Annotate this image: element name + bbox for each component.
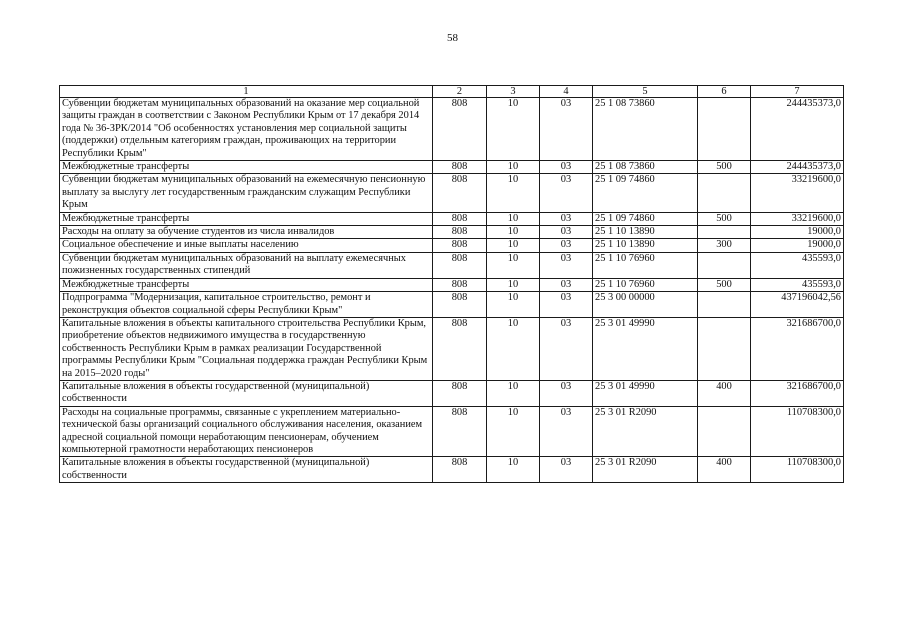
row-code-5-cell: 25 3 01 R2090: [593, 406, 698, 457]
row-code-3-cell: 10: [487, 174, 540, 212]
row-code-4-cell: 03: [540, 252, 593, 278]
row-amount-cell: 244435373,0: [751, 161, 844, 174]
row-code-6-cell: [698, 406, 751, 457]
row-code-3-cell: 10: [487, 212, 540, 225]
row-name-cell: Расходы на оплату за обучение студентов из числа инвалидов: [60, 226, 433, 239]
row-code-4-cell: 03: [540, 380, 593, 406]
table-row: [60, 380, 844, 406]
row-code-3-cell: 10: [487, 226, 540, 239]
column-header: 2: [433, 86, 487, 98]
row-code-3-cell: 10: [487, 317, 540, 380]
row-name-cell: Межбюджетные трансферты: [60, 212, 433, 225]
row-code-4-cell: 03: [540, 239, 593, 252]
row-code-3-cell: 10: [487, 278, 540, 291]
table-row: [60, 161, 844, 174]
row-code-4-cell: 03: [540, 226, 593, 239]
row-code-5-cell: 25 1 10 76960: [593, 252, 698, 278]
row-name-cell: Расходы на социальные программы, связанные с укреплением материально-технической базы организаций социального обслуживания населения, оказанием адресной социальной помощи неработающим пенсионерам, обучением компьютерной грамотности неработающих пенсионеров: [60, 406, 433, 457]
column-header: 6: [698, 86, 751, 98]
row-amount-cell: 435593,0: [751, 252, 844, 278]
row-code-6-cell: [698, 317, 751, 380]
row-code-4-cell: 03: [540, 292, 593, 318]
table-row: [60, 252, 844, 278]
row-amount-cell: 244435373,0: [751, 98, 844, 161]
row-amount-cell: 435593,0: [751, 278, 844, 291]
row-code-3-cell: 10: [487, 98, 540, 161]
row-code-2-cell: 808: [433, 226, 487, 239]
row-code-5-cell: 25 3 01 49990: [593, 380, 698, 406]
row-name-cell: Капитальные вложения в объекты государственной (муниципальной) собственности: [60, 380, 433, 406]
column-header: 5: [593, 86, 698, 98]
row-code-4-cell: 03: [540, 457, 593, 483]
header-row: [60, 86, 844, 98]
row-amount-cell: 321686700,0: [751, 317, 844, 380]
row-code-6-cell: 300: [698, 239, 751, 252]
row-code-6-cell: [698, 292, 751, 318]
row-code-3-cell: 10: [487, 239, 540, 252]
row-amount-cell: 437196042,56: [751, 292, 844, 318]
row-name-cell: Субвенции бюджетам муниципальных образований на ежемесячную пенсионную выплату за выслугу лет государственным гражданским служащим Республики Крым: [60, 174, 433, 212]
row-name-cell: Капитальные вложения в объекты капитального строительства Республики Крым, приобретение объектов недвижимого имущества в государственную собственность Республики Крым в рамках реализации Государственной программы Республики Крым "Социальная поддержка граждан Республики Крым на 2015–2020 годы": [60, 317, 433, 380]
row-code-4-cell: 03: [540, 174, 593, 212]
table-row: [60, 239, 844, 252]
row-code-4-cell: 03: [540, 278, 593, 291]
row-code-3-cell: 10: [487, 161, 540, 174]
row-code-5-cell: 25 3 01 49990: [593, 317, 698, 380]
row-code-2-cell: 808: [433, 98, 487, 161]
row-amount-cell: 33219600,0: [751, 174, 844, 212]
row-code-6-cell: [698, 226, 751, 239]
row-amount-cell: 110708300,0: [751, 457, 844, 483]
row-code-3-cell: 10: [487, 252, 540, 278]
row-name-cell: Подпрограмма "Модернизация, капитальное строительство, ремонт и реконструкция объектов социальной сферы Республики Крым": [60, 292, 433, 318]
row-code-5-cell: 25 1 08 73860: [593, 98, 698, 161]
row-code-4-cell: 03: [540, 98, 593, 161]
row-code-6-cell: 500: [698, 278, 751, 291]
row-code-5-cell: 25 1 10 13890: [593, 226, 698, 239]
table-row: [60, 317, 844, 380]
row-code-5-cell: 25 1 10 76960: [593, 278, 698, 291]
row-code-2-cell: 808: [433, 406, 487, 457]
row-code-4-cell: 03: [540, 317, 593, 380]
row-code-3-cell: 10: [487, 380, 540, 406]
row-code-5-cell: 25 1 09 74860: [593, 174, 698, 212]
row-name-cell: Социальное обеспечение и иные выплаты населению: [60, 239, 433, 252]
row-code-6-cell: 500: [698, 161, 751, 174]
row-code-5-cell: 25 1 08 73860: [593, 161, 698, 174]
row-code-2-cell: 808: [433, 457, 487, 483]
budget-table: [59, 85, 844, 483]
table-row: [60, 457, 844, 483]
row-code-4-cell: 03: [540, 406, 593, 457]
table-row: [60, 278, 844, 291]
row-name-cell: Межбюджетные трансферты: [60, 278, 433, 291]
row-code-3-cell: 10: [487, 457, 540, 483]
row-name-cell: Межбюджетные трансферты: [60, 161, 433, 174]
row-code-2-cell: 808: [433, 317, 487, 380]
row-amount-cell: 110708300,0: [751, 406, 844, 457]
row-code-5-cell: 25 3 01 R2090: [593, 457, 698, 483]
row-code-4-cell: 03: [540, 161, 593, 174]
row-code-6-cell: [698, 98, 751, 161]
row-amount-cell: 33219600,0: [751, 212, 844, 225]
table-row: [60, 212, 844, 225]
row-code-2-cell: 808: [433, 161, 487, 174]
row-code-3-cell: 10: [487, 406, 540, 457]
table-row: [60, 226, 844, 239]
row-code-6-cell: 500: [698, 212, 751, 225]
column-header: 4: [540, 86, 593, 98]
row-name-cell: Субвенции бюджетам муниципальных образований на оказание мер социальной защиты граждан в соответствии с Законом Республики Крым от 17 декабря 2014 года № 36-ЗРК/2014 "Об особенностях установления мер социальной защиты (поддержки) отдельным категориям граждан, проживающих на территории Республики Крым": [60, 98, 433, 161]
column-header: 1: [60, 86, 433, 98]
row-code-2-cell: 808: [433, 292, 487, 318]
row-name-cell: Субвенции бюджетам муниципальных образований на выплату ежемесячных пожизненных государственных стипендий: [60, 252, 433, 278]
row-code-2-cell: 808: [433, 212, 487, 225]
row-code-4-cell: 03: [540, 212, 593, 225]
row-code-5-cell: 25 1 09 74860: [593, 212, 698, 225]
row-code-2-cell: 808: [433, 278, 487, 291]
table-row: [60, 406, 844, 457]
table-row: [60, 98, 844, 161]
row-code-2-cell: 808: [433, 239, 487, 252]
column-header: 7: [751, 86, 844, 98]
table-row: [60, 292, 844, 318]
row-code-6-cell: [698, 174, 751, 212]
row-code-2-cell: 808: [433, 380, 487, 406]
row-amount-cell: 19000,0: [751, 239, 844, 252]
row-amount-cell: 321686700,0: [751, 380, 844, 406]
row-amount-cell: 19000,0: [751, 226, 844, 239]
table-body: [60, 98, 844, 483]
row-name-cell: Капитальные вложения в объекты государственной (муниципальной) собственности: [60, 457, 433, 483]
row-code-6-cell: [698, 252, 751, 278]
row-code-6-cell: 400: [698, 380, 751, 406]
column-header: 3: [487, 86, 540, 98]
row-code-6-cell: 400: [698, 457, 751, 483]
row-code-2-cell: 808: [433, 174, 487, 212]
row-code-5-cell: 25 3 00 00000: [593, 292, 698, 318]
row-code-5-cell: 25 1 10 13890: [593, 239, 698, 252]
row-code-3-cell: 10: [487, 292, 540, 318]
table-row: [60, 174, 844, 212]
row-code-2-cell: 808: [433, 252, 487, 278]
page-number: 58: [447, 32, 458, 44]
